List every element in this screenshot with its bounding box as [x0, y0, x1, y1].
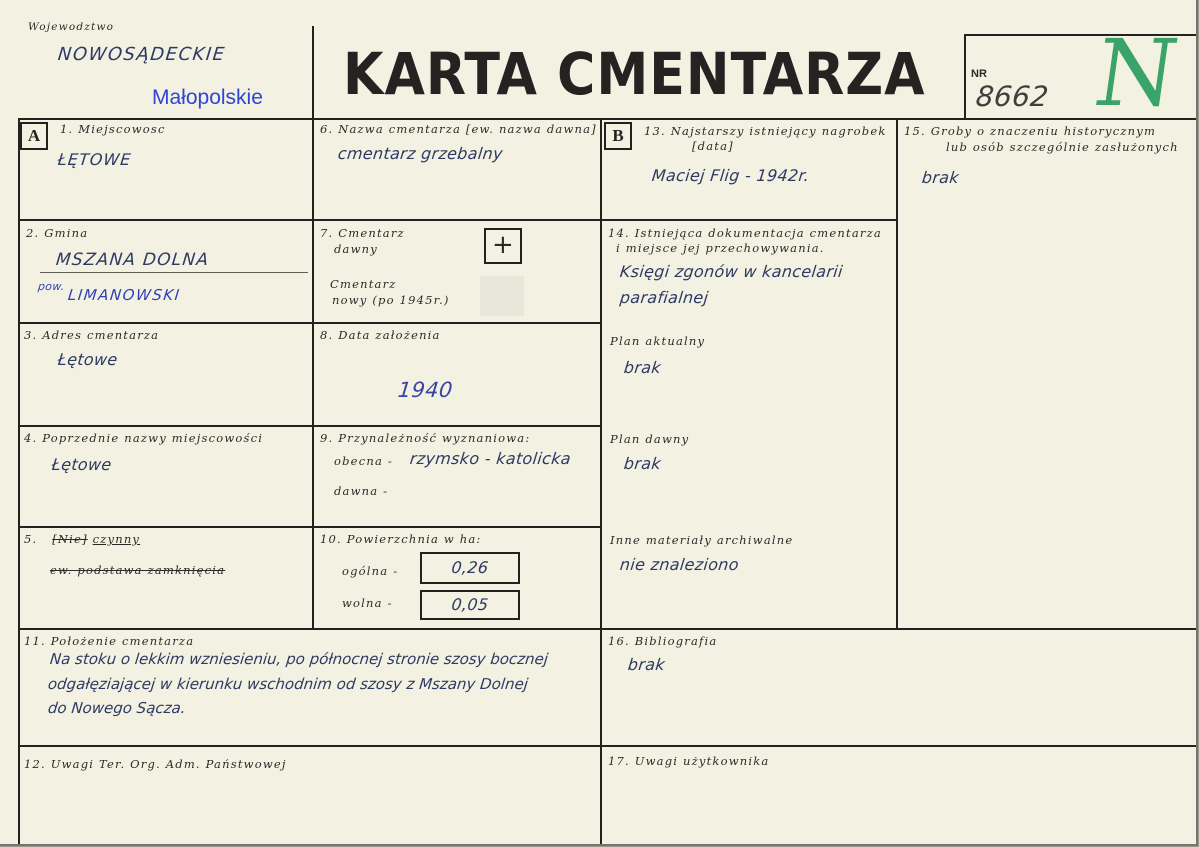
card-title: KARTA CMENTARZA — [343, 40, 926, 108]
field-12-label: 12. Uwagi Ter. Org. Adm. Państwowej — [24, 757, 287, 771]
field-10-free-label: wolna - — [342, 596, 393, 610]
field-9-label: 9. Przynależność wyznaniowa: — [320, 431, 531, 445]
field-8-value: 1940 — [396, 378, 454, 402]
left-border — [18, 118, 20, 844]
field-4-value: Łętowe — [51, 455, 113, 474]
field-5-struck: [Nie] — [52, 532, 88, 546]
field-5-number: 5. — [24, 532, 38, 546]
col3-row-line — [600, 219, 898, 221]
nr-value: 8662 — [974, 80, 1051, 113]
other-materials-label: Inne materiały archiwalne — [610, 533, 794, 547]
field-14-label-2: i miejsce jej przechowywania. — [616, 241, 825, 255]
field-1-value: ŁĘTOWE — [57, 150, 133, 169]
plan-old-value: brak — [623, 454, 663, 473]
field-10-total-value: 0,26 — [450, 558, 490, 577]
field-13-label-1: 13. Najstarszy istniejący nagrobek — [644, 124, 887, 138]
field-16-label: 16. Bibliografia — [608, 634, 718, 648]
field-7-label-new-1: Cmentarz — [330, 277, 397, 291]
field-10-free-box — [420, 590, 520, 620]
field-1-label: 1. Miejscowosc — [60, 122, 166, 136]
field-14-value-2: parafialnej — [619, 288, 710, 307]
powiat-value: LIMANOWSKI — [67, 286, 182, 304]
wojewodztwo-label: Wojewodztwo — [28, 21, 115, 33]
field-14-value-1: Księgi zgonów w kancelarii — [619, 262, 844, 281]
col-divider-1 — [312, 118, 314, 628]
field-7-label-old-2: dawny — [334, 242, 378, 256]
field-7-label-new-2: nowy (po 1945r.) — [332, 293, 450, 307]
section-b-badge: B — [604, 122, 632, 150]
field-17-label: 17. Uwagi użytkownika — [608, 754, 770, 768]
field-6-value: cmentarz grzebalny — [337, 144, 504, 163]
powiat-prefix: pow. — [37, 280, 66, 293]
row-line-1 — [18, 219, 602, 221]
other-materials-value: nie znaleziono — [619, 555, 740, 574]
section-a-badge: A — [20, 122, 48, 150]
field-13-value: Maciej Flig - 1942r. — [651, 166, 811, 185]
field-7-label-old-1: 7. Cmentarz — [320, 226, 405, 240]
field-5-sub-struck: ew. podstawa zamknięcia — [50, 563, 226, 577]
field-10-total-label: ogólna - — [342, 564, 399, 578]
category-mark: N — [1088, 20, 1185, 127]
col-divider-3 — [896, 118, 898, 628]
field-16-value: brak — [627, 655, 667, 674]
field-10-label: 10. Powierzchnia w ha: — [320, 532, 482, 546]
nr-label: NR — [971, 68, 987, 80]
region-stamp: Małopolskie — [152, 86, 263, 109]
row-line-6 — [18, 745, 1196, 747]
field-2-value: MSZANA DOLNA — [54, 250, 211, 270]
field-9-current-value: rzymsko - katolicka — [409, 449, 572, 468]
header-divider — [312, 26, 314, 120]
field-11-line-3: do Nowego Sącza. — [47, 699, 187, 717]
old-cemetery-checkbox — [484, 228, 522, 264]
field-5-rest: czynny — [92, 532, 141, 546]
field-13-label-2: [data] — [692, 139, 734, 153]
field-4-label: 4. Poprzednie nazwy miejscowości — [24, 431, 264, 445]
field-9-current-label: obecna - — [334, 454, 393, 468]
row-line-4 — [18, 526, 602, 528]
plan-current-label: Plan aktualny — [610, 334, 706, 348]
wojewodztwo-value: NOWOSĄDECKIE — [56, 44, 227, 65]
row-line-2 — [18, 322, 602, 324]
field-8-label: 8. Data założenia — [320, 328, 441, 342]
row-line-5 — [18, 628, 1196, 630]
field-2-label: 2. Gmina — [26, 226, 89, 240]
field-6-label: 6. Nazwa cmentarza [ew. nazwa dawna] — [320, 122, 597, 136]
field-3-label: 3. Adres cmentarza — [24, 328, 160, 342]
field-11-line-2: odgałęziającej w kierunku wschodnim od szosy z Mszany Dolnej — [47, 675, 529, 693]
field-10-free-value: 0,05 — [450, 595, 490, 614]
field-3-value: Łętowe — [57, 350, 119, 369]
field-5-label — [24, 532, 140, 547]
plan-current-value: brak — [623, 358, 663, 377]
field-15-label-1: 15. Groby o znaczeniu historycznym — [904, 124, 1157, 138]
field-11-label: 11. Położenie cmentarza — [24, 634, 195, 648]
field-11-line-1: Na stoku o lekkim wzniesieniu, po północnej stronie szosy bocznej — [49, 650, 550, 668]
field-9-former-label: dawna - — [334, 484, 389, 498]
field-15-value: brak — [921, 168, 961, 187]
row-line-3 — [18, 425, 602, 427]
col-divider-2 — [600, 118, 602, 844]
field-10-total-box — [420, 552, 520, 584]
field-14-label-1: 14. Istniejąca dokumentacja cmentarza — [608, 226, 882, 240]
new-cemetery-checkbox — [480, 276, 524, 316]
gmina-powiat-divider — [40, 272, 308, 273]
field-15-label-2: lub osób szczególnie zasłużonych — [946, 140, 1179, 154]
old-cemetery-mark: + — [491, 230, 515, 260]
plan-old-label: Plan dawny — [610, 432, 690, 446]
